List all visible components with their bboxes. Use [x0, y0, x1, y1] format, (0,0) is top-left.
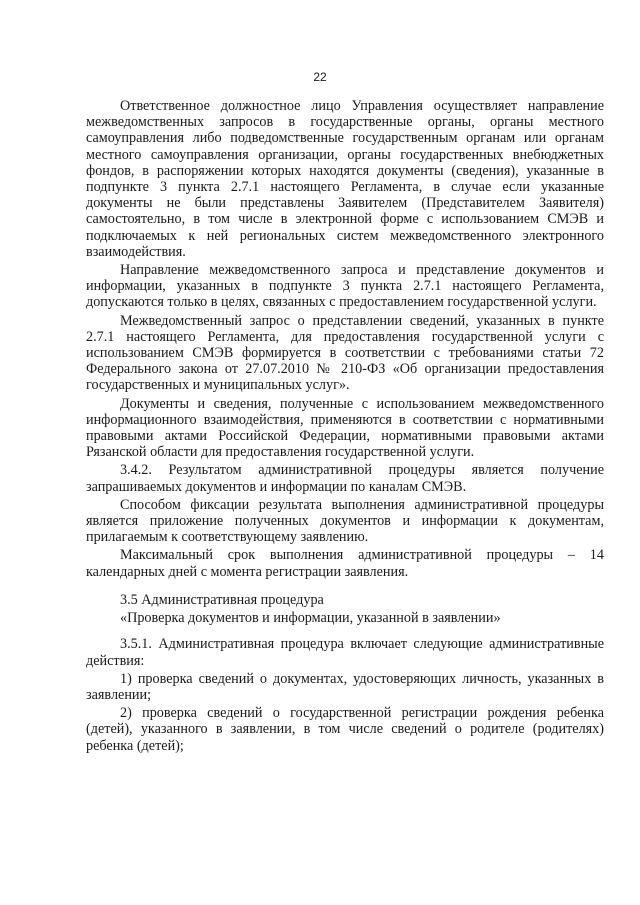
paragraph: Направление межведомственного запроса и представление документов и информации, указанных в подпункте 3 пункта 2.7.1 настоящего Регламента, допускаются только в целях, связанных с предоставлением государственной услуги. [86, 262, 604, 311]
section-heading [86, 592, 604, 626]
paragraph: Ответственное должностное лицо Управления осуществляет направление межведомственных запросов в государственные органы, органы местного самоуправления либо подведомственные государственным органам или органам местного самоуправления организации, органы государственных внебюджетных фондов, в распоряжении которых находятся документы (сведения), указанные в подпункте 3 пункта 2.7.1 настоящего Регламента, в случае если указанные документы не были представлены Заявителем (Представителем Заявителя) самостоятельно, в том числе в электронной форме с использованием СМЭВ и подключаемых к ней региональных систем межведомственного электронного взаимодействия. [86, 98, 604, 260]
paragraph: 3.4.2. Результатом административной процедуры является получение запрашиваемых документов и информации по каналам СМЭВ. [86, 462, 604, 495]
paragraph: 2) проверка сведений о государственной регистрации рождения ребенка (детей), указанного в заявлении, в том числе сведений о родителе (родителях) ребенка (детей); [86, 705, 604, 754]
paragraph: 1) проверка сведений о документах, удостоверяющих личность, указанных в заявлении; [86, 670, 604, 703]
paragraph: Максимальный срок выполнения административной процедуры – 14 календарных дней с момента регистрации заявления. [86, 547, 604, 580]
page-number: 22 [313, 70, 327, 84]
paragraph: 3.5.1. Административная процедура включает следующие административные действия: [86, 636, 604, 669]
document-body [86, 98, 604, 756]
paragraph: Способом фиксации результата выполнения административной процедуры является приложение полученных документов и информации к документам, прилагаемым к соответствующему заявлению. [86, 496, 604, 546]
section-title: 3.5 Административная процедура [120, 591, 324, 608]
paragraph: Документы и сведения, полученные с использованием межведомственного информационного взаимодействия, применяются в соответствии с нормативными правовыми актами Российской Федерации, нормативными правовыми актами Рязанской области для предоставления государственной услуги. [86, 395, 604, 461]
paragraph: Межведомственный запрос о представлении сведений, указанных в пункте 2.7.1 настоящего Регламента, для предоставления государственной услуги с использованием СМЭВ формируется в соответствии с требованиями статьи 72 Федерального закона от 27.07.2010 № 210-ФЗ «Об организации предоставления государственных и муниципальных услуг». [86, 312, 604, 394]
section-subtitle: «Проверка документов и информации, указанной в заявлении» [120, 610, 501, 627]
